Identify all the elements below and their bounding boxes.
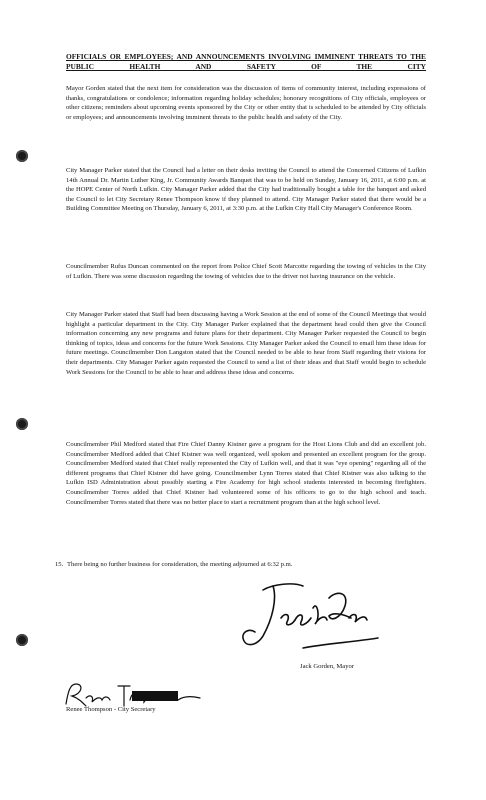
- mayor-caption: Jack Gorden, Mayor: [300, 663, 355, 670]
- adjournment-item: [55, 560, 435, 570]
- item-number: 15.: [55, 561, 64, 568]
- mayor-signature: [233, 578, 383, 660]
- paragraph-community-interest: Mayor Gorden stated that the next item for consideration was the discussion of items of community interest, including expressions of thanks, congratulations or condolence; information regarding holiday schedules; honorary recognitions of City officials, employees or other citizens; reminders about upcoming events sponsored by the City or other entity that is scheduled to be attended by City officials or employees; and announcements involving imminent threats to the public health and safety of the City.: [66, 85, 426, 121]
- punch-hole-mark: [16, 418, 28, 430]
- punch-hole-mark: [16, 150, 28, 162]
- secretary-caption: Renee Thompson - City Secretary: [66, 706, 156, 713]
- paragraph-city-manager-banquet: City Manager Parker stated that the Council had a letter on their desks inviting the Council to attend the Concerned Citizens of Lufkin 14th Annual Dr. Martin Luther King, Jr. Community Awards Banquet that was to be held on Sunday, January 16, 2011, at 6:00 p.m. at the HOPE Center of North Lufkin. City Manager Parker added that the City had traditionally bought a table for the banquet and asked the Council to let City Secretary Renee Thompson know if they planned to attend. City Manager Parker stated that there would be a Building Committee Meeting on Thursday, January 6, 2011, at 3:30 p.m. at the Lufkin City Hall City Manager's Conference Room.: [66, 167, 426, 213]
- paragraph-towing-report: Councilmember Rufus Duncan commented on the report from Police Chief Scott Marcotte regarding the towing of vehicles in the City of Lufkin. There was some discussion regarding the towing of vehicles due to the driver not having insurance on the vehicle.: [66, 263, 426, 280]
- paragraph-work-sessions: City Manager Parker stated that Staff had been discussing having a Work Session at the end of some of the Council Meetings that would highlight a particular department in the City. City Manager Parker explained that the department head could then give the Council information concerning any new programs and future plans for their department. City Manager Parker requested the Council to begin thinking of topics, ideas and concerns for the future Work Sessions. City Manager Parker asked the Council to email him these ideas for future meetings. Councilmember Don Langston stated that the Council needed to be able to hear from Staff regarding their visions for their departments. City Manager Parker again requested the Council to send a list of their ideas and that Staff would begin to schedule Work Sessions for the Council to be able to hear and address these ideas and concerns.: [66, 311, 426, 376]
- section-heading: OFFICIALS OR EMPLOYEES; AND ANNOUNCEMENTS INVOLVING IMMINENT THREATS TO THE PUBLIC HEALTH AND SAFETY OF THE CITY: [66, 52, 426, 71]
- punch-hole-mark: [16, 634, 28, 646]
- paragraph-fire-chief: Councilmember Phil Medford stated that Fire Chief Danny Kistner gave a program for the Host Lions Club and did an excellent job. Councilmember Medford added that Chief Kistner was well organized, well spoken and presented an excellent program for the group. Councilmember Medford stated that Chief really represented the City of Lufkin well, and that it was "eye opening" regarding all of the different programs that Chief Kistner did have going. Councilmember Lynn Torres stated that Chief Kistner was also talking to the Lufkin ISD Administration about possibly starting a Fire Academy for high school students interested in becoming firefighters. Councilmember Torres added that Chief Kistner had volunteered some of his officers to go to the high school and teach. Councilmember Torres stated that there was no better place to start a recruitment program than at the high school level.: [66, 441, 426, 506]
- adjournment-text: There being no further business for consideration, the meeting adjourned at 6:32 p.m.: [67, 561, 293, 568]
